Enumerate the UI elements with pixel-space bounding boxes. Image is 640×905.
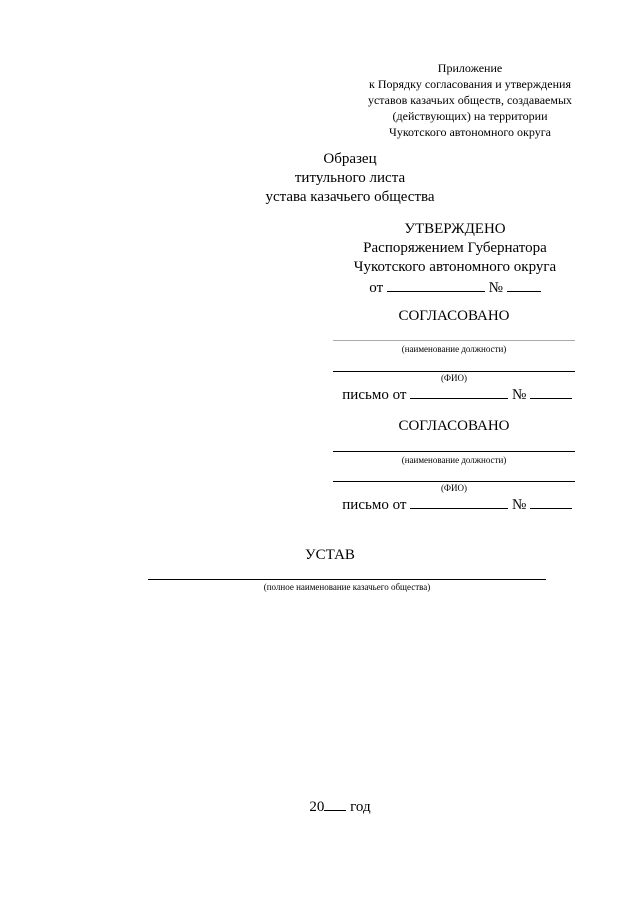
agreed-title-2: СОГЛАСОВАНО [398,418,510,434]
number-label: № [511,497,527,513]
name-line-1 [333,371,575,372]
name-line-2 [333,481,575,482]
number-label: № [511,387,527,403]
year-suffix: год [350,799,371,815]
position-caption-2: (наименование должности) [401,455,507,465]
year-blank [324,796,346,811]
appendix-line: (действующих) на территории [392,109,548,123]
letter-row-1 [320,384,572,404]
letter-number-blank [530,384,572,399]
appendix-line: уставов казачьих обществ, создаваемых [367,93,573,107]
sample-line: устава казачьего общества [265,189,435,205]
appendix-header [340,60,600,140]
approved-line: Чукотского автономного округа [353,259,557,275]
year-line [280,796,400,816]
letter-label: письмо от [342,497,407,513]
from-label: от [369,280,384,296]
letter-number-blank [530,494,572,509]
appendix-line: Чукотского автономного округа [389,125,551,139]
name-caption-2: (ФИО) [440,483,468,493]
approved-line: Распоряжением Губернатора [363,240,547,256]
year-prefix: 20 [309,799,325,815]
position-line-2 [333,451,575,452]
number-label: № [488,280,503,296]
position-line-1 [333,340,575,341]
appendix-line: Приложение [437,61,503,75]
number-blank [507,277,541,292]
appendix-line: к Порядку согласования и утверждения [369,77,571,91]
charter-name-line [148,579,546,580]
letter-label: письмо от [342,387,407,403]
approved-block [340,220,570,298]
approved-date-number-row [340,277,570,298]
sample-heading [240,150,460,207]
approved-title: УТВЕРЖДЕНО [404,221,506,237]
position-caption-1: (наименование должности) [401,344,507,354]
date-blank [387,277,485,292]
letter-date-blank [410,494,508,509]
sample-line: титульного листа [294,170,406,186]
sample-line: Образец [323,151,377,167]
letter-row-2 [320,494,572,514]
agreed-title-1: СОГЛАСОВАНО [398,308,510,324]
letter-date-blank [410,384,508,399]
charter-name-caption: (полное наименование казачьего общества) [263,582,431,592]
charter-title: УСТАВ [305,547,355,563]
name-caption-1: (ФИО) [440,373,468,383]
